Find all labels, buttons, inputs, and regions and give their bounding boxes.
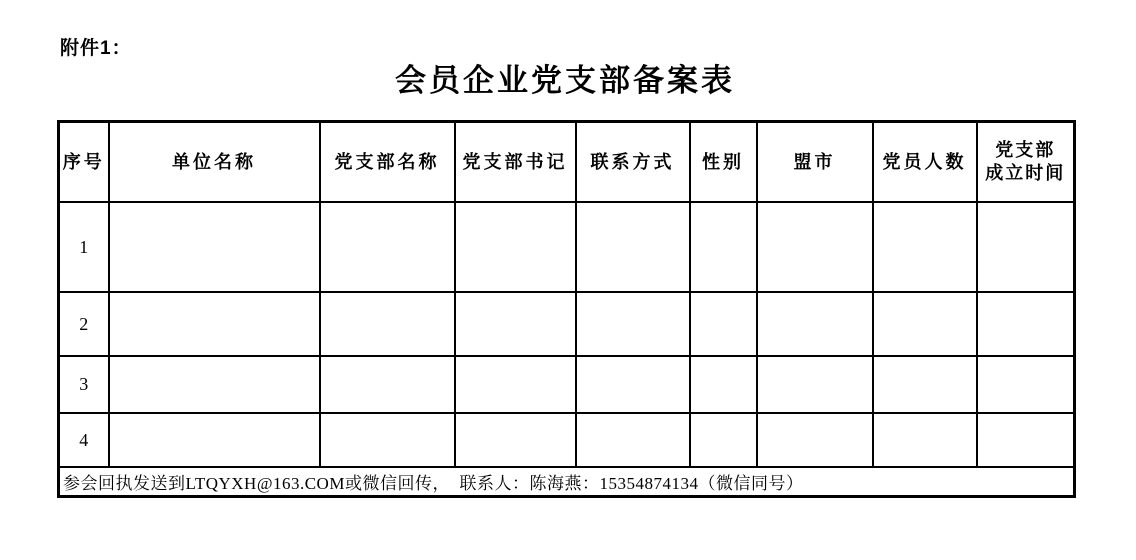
empty-cell [576, 202, 690, 292]
table-footer-row [59, 467, 1075, 497]
header-branch-name: 党支部名称 [320, 122, 455, 203]
empty-cell [455, 413, 576, 467]
header-unit-name: 单位名称 [109, 122, 320, 203]
header-member-count: 党员人数 [873, 122, 977, 203]
empty-cell [873, 202, 977, 292]
empty-cell [690, 356, 757, 413]
empty-cell [320, 356, 455, 413]
attachment-label: 附件1： [60, 38, 132, 59]
table-header-row [59, 122, 1075, 203]
header-branch-founding-date [977, 122, 1075, 203]
empty-cell [455, 356, 576, 413]
empty-cell [757, 413, 873, 467]
page-title: 会员企业党支部备案表 [395, 63, 735, 98]
empty-cell [873, 292, 977, 356]
empty-cell [757, 292, 873, 356]
row-number-cell: 3 [59, 356, 109, 413]
empty-cell [977, 292, 1075, 356]
empty-cell [320, 292, 455, 356]
empty-cell [109, 413, 320, 467]
row-number-cell: 4 [59, 413, 109, 467]
header-contact-method: 联系方式 [576, 122, 690, 203]
empty-cell [576, 292, 690, 356]
empty-cell [109, 356, 320, 413]
table-row [59, 356, 1075, 413]
header-branch-secretary: 党支部书记 [455, 122, 576, 203]
empty-cell [690, 413, 757, 467]
empty-cell [977, 413, 1075, 467]
empty-cell [455, 292, 576, 356]
founding-date-line2: 成立时间 [985, 163, 1066, 183]
empty-cell [873, 356, 977, 413]
empty-cell [109, 292, 320, 356]
empty-cell [873, 413, 977, 467]
footer-note: 参会回执发送到LTQYXH@163.COM或微信回传， 联系人：陈海燕：15354874134（微信同号） [59, 467, 1075, 497]
empty-cell [320, 202, 455, 292]
empty-cell [757, 202, 873, 292]
founding-date-line1: 党支部 [995, 140, 1056, 160]
empty-cell [576, 356, 690, 413]
empty-cell [757, 356, 873, 413]
row-number-cell: 2 [59, 292, 109, 356]
empty-cell [576, 413, 690, 467]
empty-cell [320, 413, 455, 467]
filing-table [57, 120, 1076, 498]
empty-cell [690, 202, 757, 292]
table-row [59, 292, 1075, 356]
empty-cell [109, 202, 320, 292]
header-gender: 性别 [690, 122, 757, 203]
header-serial-number: 序号 [59, 122, 109, 203]
header-league-city: 盟市 [757, 122, 873, 203]
empty-cell [977, 202, 1075, 292]
empty-cell [690, 292, 757, 356]
table-row [59, 413, 1075, 467]
row-number-cell: 1 [59, 202, 109, 292]
table-row [59, 202, 1075, 292]
empty-cell [977, 356, 1075, 413]
empty-cell [455, 202, 576, 292]
